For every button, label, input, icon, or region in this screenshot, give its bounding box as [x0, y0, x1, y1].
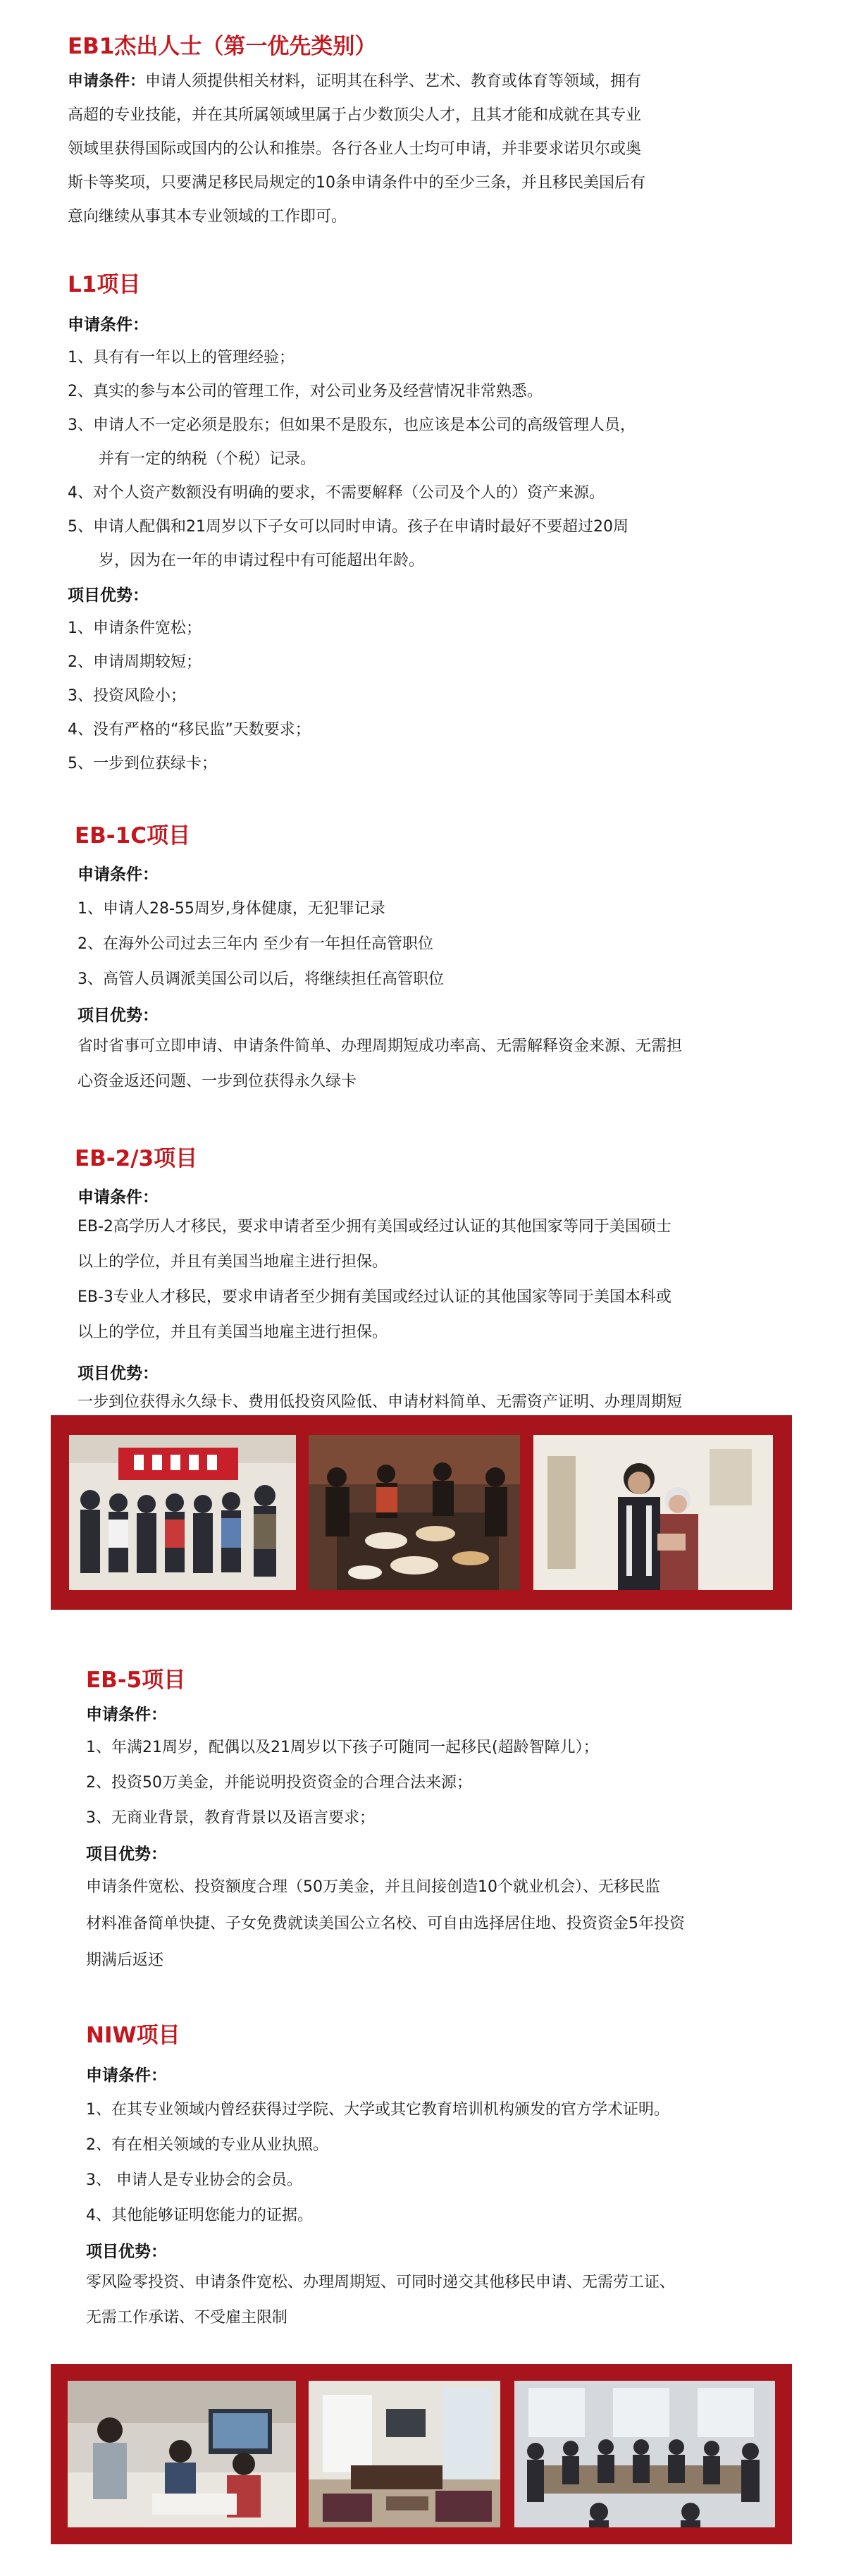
eb1c-title: EB-1C项目 [75, 823, 190, 849]
l1-condition-item: 2、真实的参与本公司的管理工作，对公司业务及经营情况非常熟悉。 [68, 383, 543, 400]
l1-advantage-item: 3、投资风险小； [68, 687, 186, 705]
eb5-condition-item: 1、年满21周岁，配偶以及21周岁以下孩子可随同一起移民(超龄智障儿）； [86, 1739, 599, 1756]
eb23-cond-line: 以上的学位，并且有美国当地雇主进行担保。 [78, 1324, 388, 1341]
eb1-desc-line: 意向继续从事其本专业领域的工作即可。 [68, 208, 347, 226]
niw-adv-text [86, 2265, 675, 2336]
l1-cond-label: 申请条件： [68, 316, 149, 334]
hug-photo [533, 1435, 773, 1590]
meeting-photo [514, 2381, 775, 2527]
l1-adv-label: 项目优势： [68, 586, 149, 605]
eb5-adv-line: 期满后返还 [86, 1952, 164, 1969]
l1-advantage-item: 5、一步到位获绿卡； [68, 755, 217, 772]
niw-condition-item: 4、其他能够证明您能力的证据。 [86, 2207, 313, 2224]
eb23-cond-label: 申请条件： [78, 1188, 159, 1207]
eb5-cond-label: 申请条件： [86, 1706, 167, 1724]
l1-advantage-item: 4、没有严格的“移民监”天数要求； [68, 721, 311, 739]
eb1-desc-line: 斯卡等奖项，只要满足移民局规定的10条申请条件中的至少三条，并且移民美国后有 [68, 174, 645, 192]
eb23-cond-text [78, 1209, 671, 1350]
eb1c-condition-item: 3、高管人员调派美国公司以后，将继续担任高管职位 [78, 970, 444, 988]
l1-condition-item: 并有一定的纳税（个税）记录。 [99, 450, 316, 468]
eb5-adv-label: 项目优势： [86, 1845, 167, 1863]
eb23-adv-line: 一步到位获得永久绿卡、费用低投资风险低、申请材料简单、无需资产证明、办理周期短 [78, 1393, 683, 1411]
eb5-condition-item: 2、投资50万美金，并能说明投资资金的合理合法来源； [86, 1774, 472, 1792]
niw-adv-line: 零风险零投资、申请条件宽松、办理周期短、可同时递交其他移民申请、无需劳工证、 [86, 2274, 676, 2291]
niw-condition-item: 3、 申请人是专业协会的会员。 [86, 2171, 302, 2189]
eb1c-adv-line: 省时省事可立即申请、申请条件简单、办理周期短成功率高、无需解释资金来源、无需担 [78, 1037, 683, 1055]
eb23-adv-clip [78, 1387, 782, 1411]
niw-cond-label: 申请条件： [86, 2066, 167, 2085]
eb1c-condition-item: 1、申请人28-55周岁,身体健康，无犯罪记录 [78, 900, 385, 918]
eb23-cond-line: EB-3专业人才移民，要求申请者至少拥有美国或经过认证的其他国家等同于美国本科或 [78, 1288, 671, 1306]
l1-condition-item: 1、具有有一年以上的管理经验； [68, 349, 295, 366]
niw-adv-label: 项目优势： [86, 2243, 167, 2261]
l1-condition-item: 3、申请人不一定必须是股东；但如果不是股东，也应该是本公司的高级管理人员， [68, 417, 636, 434]
eb1-desc-line: 高超的专业技能，并在其所属领域里属于占少数顶尖人才，且其才能和成就在其专业 [68, 106, 642, 124]
niw-condition-item: 2、有在相关领域的专业从业执照。 [86, 2136, 328, 2154]
eb5-adv-text [86, 1869, 685, 1979]
eb1c-condition-item: 2、在海外公司过去三年内 至少有一年担任高管职位 [78, 935, 433, 953]
eb23-cond-line: EB-2高学历人才移民，要求申请者至少拥有美国或经过认证的其他国家等同于美国硕士 [78, 1218, 671, 1235]
consultation-photo [68, 2381, 296, 2527]
eb5-condition-item: 3、无商业背景，教育背景以及语言要求； [86, 1809, 375, 1827]
eb1-title: EB1杰出人士（第一优先类别） [68, 34, 377, 59]
eb23-title: EB-2/3项目 [75, 1146, 198, 1171]
eb5-title: EB-5项目 [86, 1668, 186, 1693]
eb23-cond-line: 以上的学位，并且有美国当地雇主进行担保。 [78, 1253, 388, 1271]
dinner-photo [309, 1435, 520, 1590]
eb5-adv-line: 申请条件宽松、投资额度合理（50万美金，并且间接创造10个就业机会）、无移民监 [86, 1878, 660, 1896]
l1-condition-item: 5、申请人配偶和21周岁以下子女可以同时申请。孩子在申请时最好不要超过20周 [68, 518, 629, 536]
eb1-desc-line: 申请人须提供相关材料，证明其在科学、艺术、教育或体育等领域，拥有 [145, 73, 642, 90]
eb1c-cond-label: 申请条件： [78, 865, 159, 884]
eb1c-adv-text [78, 1029, 682, 1099]
eb1c-adv-label: 项目优势： [78, 1006, 159, 1025]
eb1-description [68, 65, 772, 234]
l1-advantage-item: 1、申请条件宽松； [68, 620, 202, 637]
group-photo-banner [69, 1435, 296, 1590]
eb5-title-clip [86, 1668, 297, 1693]
l1-advantage-item: 2、申请周期较短； [68, 653, 202, 671]
l1-title: L1项目 [68, 272, 141, 297]
niw-adv-line: 无需工作承诺、不受雇主限制 [86, 2309, 288, 2327]
office-room-photo [309, 2381, 500, 2527]
niw-title: NIW项目 [86, 2023, 180, 2048]
eb1c-adv-line: 心资金返还问题、一步到位获得永久绿卡 [78, 1073, 357, 1090]
eb23-adv-label: 项目优势： [78, 1364, 159, 1383]
niw-condition-item: 1、在其专业领域内曾经获得过学院、大学或其它教育培训机构颁发的官方学术证明。 [86, 2101, 669, 2119]
eb1-desc-label: 申请条件： [68, 73, 146, 90]
photo-band-2 [51, 2364, 792, 2544]
eb1-desc-line: 领域里获得国际或国内的公认和推崇。各行各业人士均可申请，并非要求诺贝尔或奥 [68, 140, 642, 158]
photo-band-1 [51, 1415, 792, 1610]
l1-condition-item: 岁，因为在一年的申请过程中有可能超出年龄。 [99, 552, 425, 569]
eb5-adv-line: 材料准备简单快捷、子女免费就读美国公立名校、可自由选择居住地、投资资金5年投资 [86, 1915, 685, 1933]
l1-condition-item: 4、对个人资产数额没有明确的要求，不需要解释（公司及个人的）资产来源。 [68, 484, 605, 502]
